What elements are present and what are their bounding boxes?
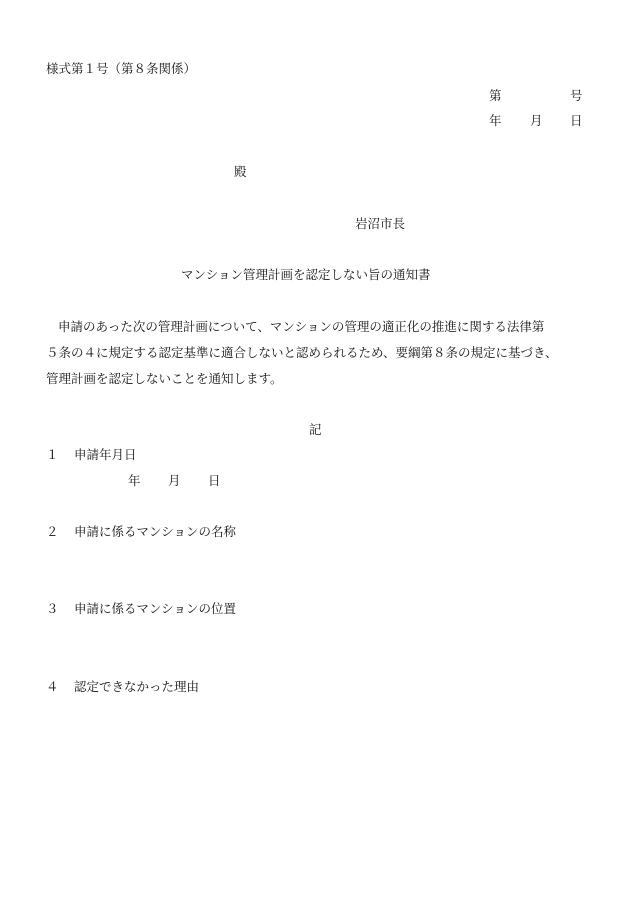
- body-line: 管理計画を認定しないことを通知します。: [46, 371, 283, 386]
- doc-date-year: 年: [489, 113, 502, 128]
- issuer-name: 岩沼市長: [355, 216, 406, 231]
- form-label: 様式第１号（第８条関係）: [46, 61, 197, 76]
- item-number-3: ３: [46, 601, 59, 616]
- item-label-2: 申請に係るマンションの名称: [74, 524, 236, 539]
- item-label-1: 申請年月日: [74, 447, 137, 462]
- item-number-4: ４: [46, 679, 59, 694]
- ki-heading: 記: [309, 422, 322, 437]
- document-title: マンション管理計画を認定しない旨の通知書: [181, 267, 431, 282]
- body-line: 申請のあった次の管理計画について、マンションの管理の適正化の推進に関する法律第: [58, 319, 545, 334]
- doc-number-dai: 第: [489, 88, 502, 103]
- item-label-3: 申請に係るマンションの位置: [74, 601, 236, 616]
- item-number-2: ２: [46, 524, 59, 539]
- body-line: ５条の４に規定する認定基準に適合しないと認められるため、要綱第８条の規定に基づき、: [46, 345, 558, 360]
- item-number-1: １: [46, 447, 59, 462]
- body-paragraph: [46, 317, 591, 395]
- application-date-year: 年: [128, 473, 141, 488]
- item-label-4: 認定できなかった理由: [74, 679, 200, 694]
- addressee-honorific: 殿: [234, 164, 247, 179]
- application-date-month: 月: [168, 473, 181, 488]
- application-date-day: 日: [208, 473, 221, 488]
- doc-date-day: 日: [570, 113, 583, 128]
- doc-number-go: 号: [570, 88, 583, 103]
- doc-date-month: 月: [530, 113, 543, 128]
